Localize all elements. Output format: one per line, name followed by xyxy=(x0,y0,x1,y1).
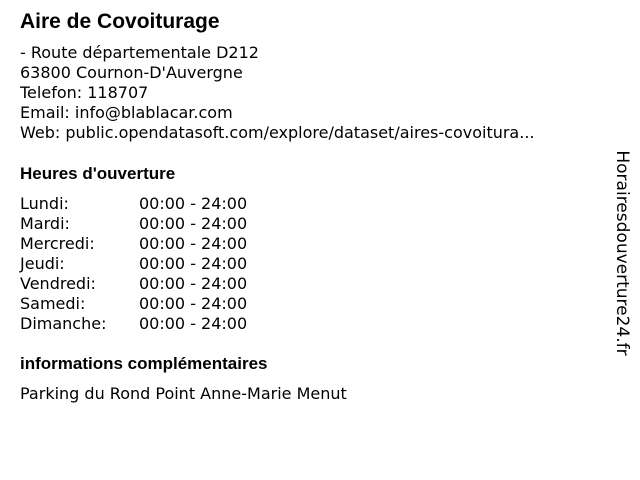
day-label: Mercredi: xyxy=(20,234,95,253)
street-line: - Route départementale D212 xyxy=(20,43,259,62)
hours-row-saturday xyxy=(20,294,247,314)
time-range: 00:00 - 24:00 xyxy=(139,254,248,273)
additional-info-heading: informations complémentaires xyxy=(20,354,268,373)
hours-row-sunday xyxy=(20,314,247,334)
place-title: Aire de Covoiturage xyxy=(20,10,220,33)
email-line: Email: info@blablacar.com xyxy=(20,103,233,122)
hours-row-wednesday xyxy=(20,234,247,254)
day-label: Dimanche: xyxy=(20,314,107,333)
day-label: Lundi: xyxy=(20,194,69,213)
day-label: Mardi: xyxy=(20,214,70,233)
additional-info-text: Parking du Rond Point Anne-Marie Menut xyxy=(20,384,347,403)
time-range: 00:00 - 24:00 xyxy=(139,194,248,213)
time-range: 00:00 - 24:00 xyxy=(139,234,248,253)
time-range: 00:00 - 24:00 xyxy=(139,274,248,293)
day-label: Jeudi: xyxy=(20,254,65,273)
city-line: 63800 Cournon-D'Auvergne xyxy=(20,63,243,82)
hours-row-friday xyxy=(20,274,247,294)
hours-row-thursday xyxy=(20,254,247,274)
web-line: Web: public.opendatasoft.com/explore/dataset/aires-covoitura... xyxy=(20,123,535,142)
opening-hours-heading: Heures d'ouverture xyxy=(20,164,176,183)
time-range: 00:00 - 24:00 xyxy=(139,314,248,333)
site-watermark: Horairesdouverture24.fr xyxy=(612,150,632,356)
phone-line: Telefon: 118707 xyxy=(20,83,149,102)
hours-row-tuesday xyxy=(20,214,247,234)
time-range: 00:00 - 24:00 xyxy=(139,294,248,313)
opening-hours-table xyxy=(20,194,247,334)
hours-row-monday xyxy=(20,194,247,214)
day-label: Vendredi: xyxy=(20,274,96,293)
time-range: 00:00 - 24:00 xyxy=(139,214,248,233)
address-block xyxy=(20,43,535,143)
day-label: Samedi: xyxy=(20,294,86,313)
